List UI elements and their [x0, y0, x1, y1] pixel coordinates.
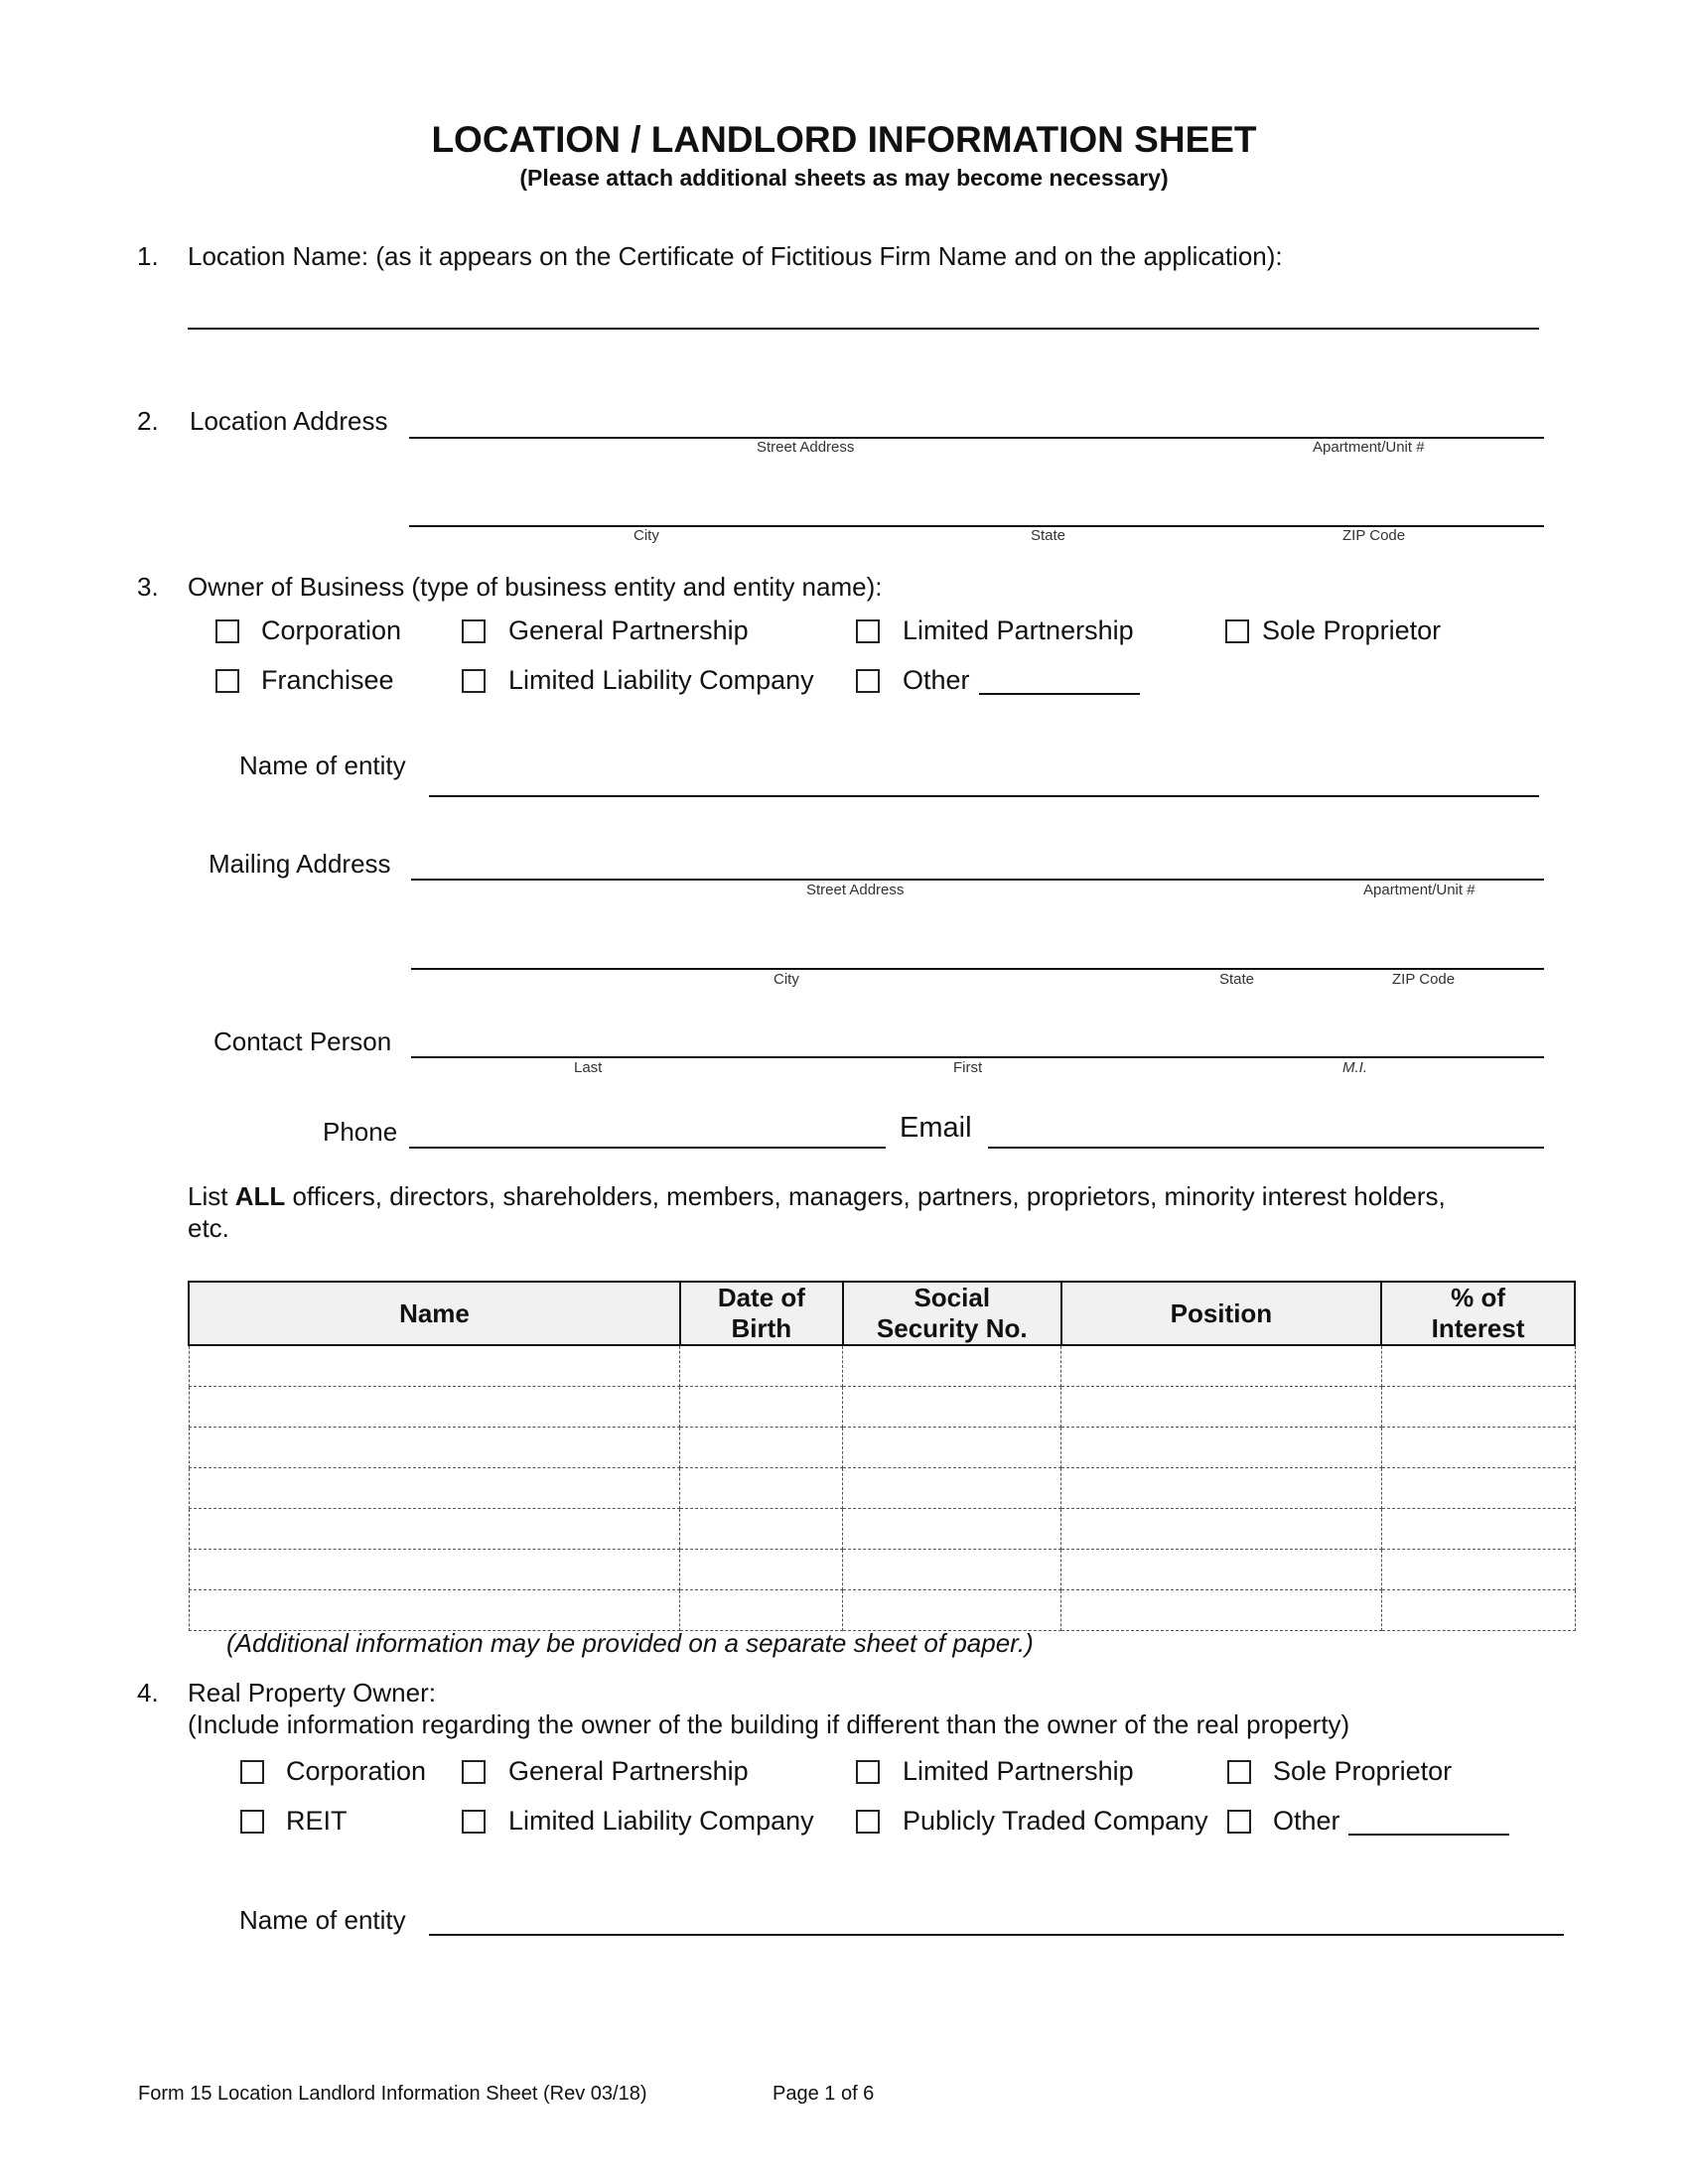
section3-label: Owner of Business (type of business entity and entity name): [188, 572, 883, 602]
table-header-row [189, 1282, 1575, 1345]
checkbox-sole-proprietor[interactable] [1225, 619, 1249, 643]
section2-number: 2. [137, 406, 159, 436]
header-name: Name [189, 1282, 680, 1345]
page-subtitle: (Please attach additional sheets as may become necessary) [519, 165, 1169, 191]
checkbox-rp-general-partnership[interactable] [462, 1760, 486, 1784]
section4-label: Real Property Owner: [188, 1678, 436, 1707]
table-row [189, 1428, 1575, 1468]
checkbox-rp-limited-partnership[interactable] [856, 1760, 880, 1784]
phone-field[interactable] [409, 1147, 886, 1149]
list-instruction: List ALL officers, directors, shareholders, members, managers, partners, proprietors, minority interest holders, [188, 1181, 1446, 1211]
checkbox-general-partnership[interactable] [462, 619, 486, 643]
phone-label: Phone [323, 1117, 398, 1147]
table-row [189, 1468, 1575, 1509]
option-limited-liability-company: Limited Liability Company [508, 665, 814, 695]
caption-zip-code: ZIP Code [1342, 527, 1406, 544]
caption-mailing-apartment-unit: Apartment/Unit # [1363, 882, 1476, 898]
name-of-entity-field[interactable] [429, 795, 1539, 797]
caption-mailing-city: City [774, 971, 799, 988]
page-title: LOCATION / LANDLORD INFORMATION SHEET [431, 119, 1257, 160]
checkbox-limited-liability-company[interactable] [462, 669, 486, 693]
caption-mailing-zip-code: ZIP Code [1392, 971, 1456, 988]
table-note: (Additional information may be provided on a separate sheet of paper.) [226, 1628, 1034, 1658]
rp-option-reit: REIT [286, 1806, 348, 1836]
rp-option-limited-liability-company: Limited Liability Company [508, 1806, 814, 1836]
checkbox-corporation[interactable] [215, 619, 239, 643]
checkbox-other[interactable] [856, 669, 880, 693]
email-label: Email [900, 1112, 972, 1144]
table-row [189, 1550, 1575, 1590]
name-of-entity-label: Name of entity [239, 751, 406, 780]
footer-page-number: Page 1 of 6 [773, 2083, 875, 2105]
section4-sublabel: (Include information regarding the owner of the building if different than the owner of the real property) [188, 1709, 1350, 1739]
section4-number: 4. [137, 1678, 159, 1707]
caption-middle-initial: M.I. [1342, 1059, 1367, 1076]
contact-person-label: Contact Person [213, 1026, 392, 1056]
option-corporation: Corporation [261, 615, 402, 645]
checkbox-rp-publicly-traded-company[interactable] [856, 1810, 880, 1834]
option-limited-partnership: Limited Partnership [903, 615, 1134, 645]
mailing-address-label: Mailing Address [209, 849, 391, 879]
option-franchisee: Franchisee [261, 665, 394, 695]
caption-apartment-unit: Apartment/Unit # [1313, 439, 1425, 456]
section1-number: 1. [137, 241, 159, 271]
rp-option-corporation: Corporation [286, 1756, 427, 1786]
rp-option-limited-partnership: Limited Partnership [903, 1756, 1134, 1786]
checkbox-limited-partnership[interactable] [856, 619, 880, 643]
option-sole-proprietor: Sole Proprietor [1262, 615, 1442, 645]
header-percent-interest: % of Interest [1381, 1282, 1575, 1345]
caption-last: Last [574, 1059, 603, 1076]
checkbox-rp-other[interactable] [1227, 1810, 1251, 1834]
other-entity-field[interactable] [979, 693, 1140, 695]
option-general-partnership: General Partnership [508, 615, 749, 645]
table-row [189, 1387, 1575, 1428]
option-other: Other [903, 665, 970, 695]
header-position: Position [1061, 1282, 1381, 1345]
list-instruction-continued: etc. [188, 1213, 229, 1243]
rp-other-field[interactable] [1348, 1834, 1509, 1836]
caption-state: State [1031, 527, 1066, 544]
caption-street-address: Street Address [757, 439, 855, 456]
checkbox-rp-corporation[interactable] [240, 1760, 264, 1784]
caption-mailing-state: State [1219, 971, 1255, 988]
section3-number: 3. [137, 572, 159, 602]
caption-first: First [953, 1059, 983, 1076]
header-date-of-birth: Date of Birth [680, 1282, 843, 1345]
contact-person-field[interactable] [411, 1056, 1544, 1058]
checkbox-rp-reit[interactable] [240, 1810, 264, 1834]
table-row [189, 1590, 1575, 1631]
location-address-label: Location Address [190, 406, 388, 436]
rp-option-publicly-traded-company: Publicly Traded Company [903, 1806, 1208, 1836]
rp-option-general-partnership: General Partnership [508, 1756, 749, 1786]
list-instruction-emphasis: ALL [234, 1181, 286, 1211]
caption-city: City [633, 527, 659, 544]
table-row [189, 1509, 1575, 1550]
rp-option-sole-proprietor: Sole Proprietor [1273, 1756, 1453, 1786]
caption-mailing-street-address: Street Address [806, 882, 905, 898]
location-name-field[interactable] [188, 328, 1539, 330]
rp-option-other: Other [1273, 1806, 1340, 1836]
checkbox-rp-sole-proprietor[interactable] [1227, 1760, 1251, 1784]
checkbox-franchisee[interactable] [215, 669, 239, 693]
footer-form-id: Form 15 Location Landlord Information Sheet (Rev 03/18) [138, 2083, 647, 2105]
checkbox-rp-limited-liability-company[interactable] [462, 1810, 486, 1834]
rp-name-of-entity-label: Name of entity [239, 1905, 406, 1935]
rp-name-of-entity-field[interactable] [429, 1934, 1564, 1936]
email-field[interactable] [988, 1147, 1544, 1149]
section1-label: Location Name: (as it appears on the Certificate of Fictitious Firm Name and on the application): [188, 241, 1283, 271]
mailing-street-field[interactable] [411, 879, 1544, 881]
mailing-city-state-zip-field[interactable] [411, 968, 1544, 970]
header-social-security: Social Security No. [843, 1282, 1061, 1345]
officers-table [188, 1281, 1576, 1631]
table-row [189, 1345, 1575, 1387]
